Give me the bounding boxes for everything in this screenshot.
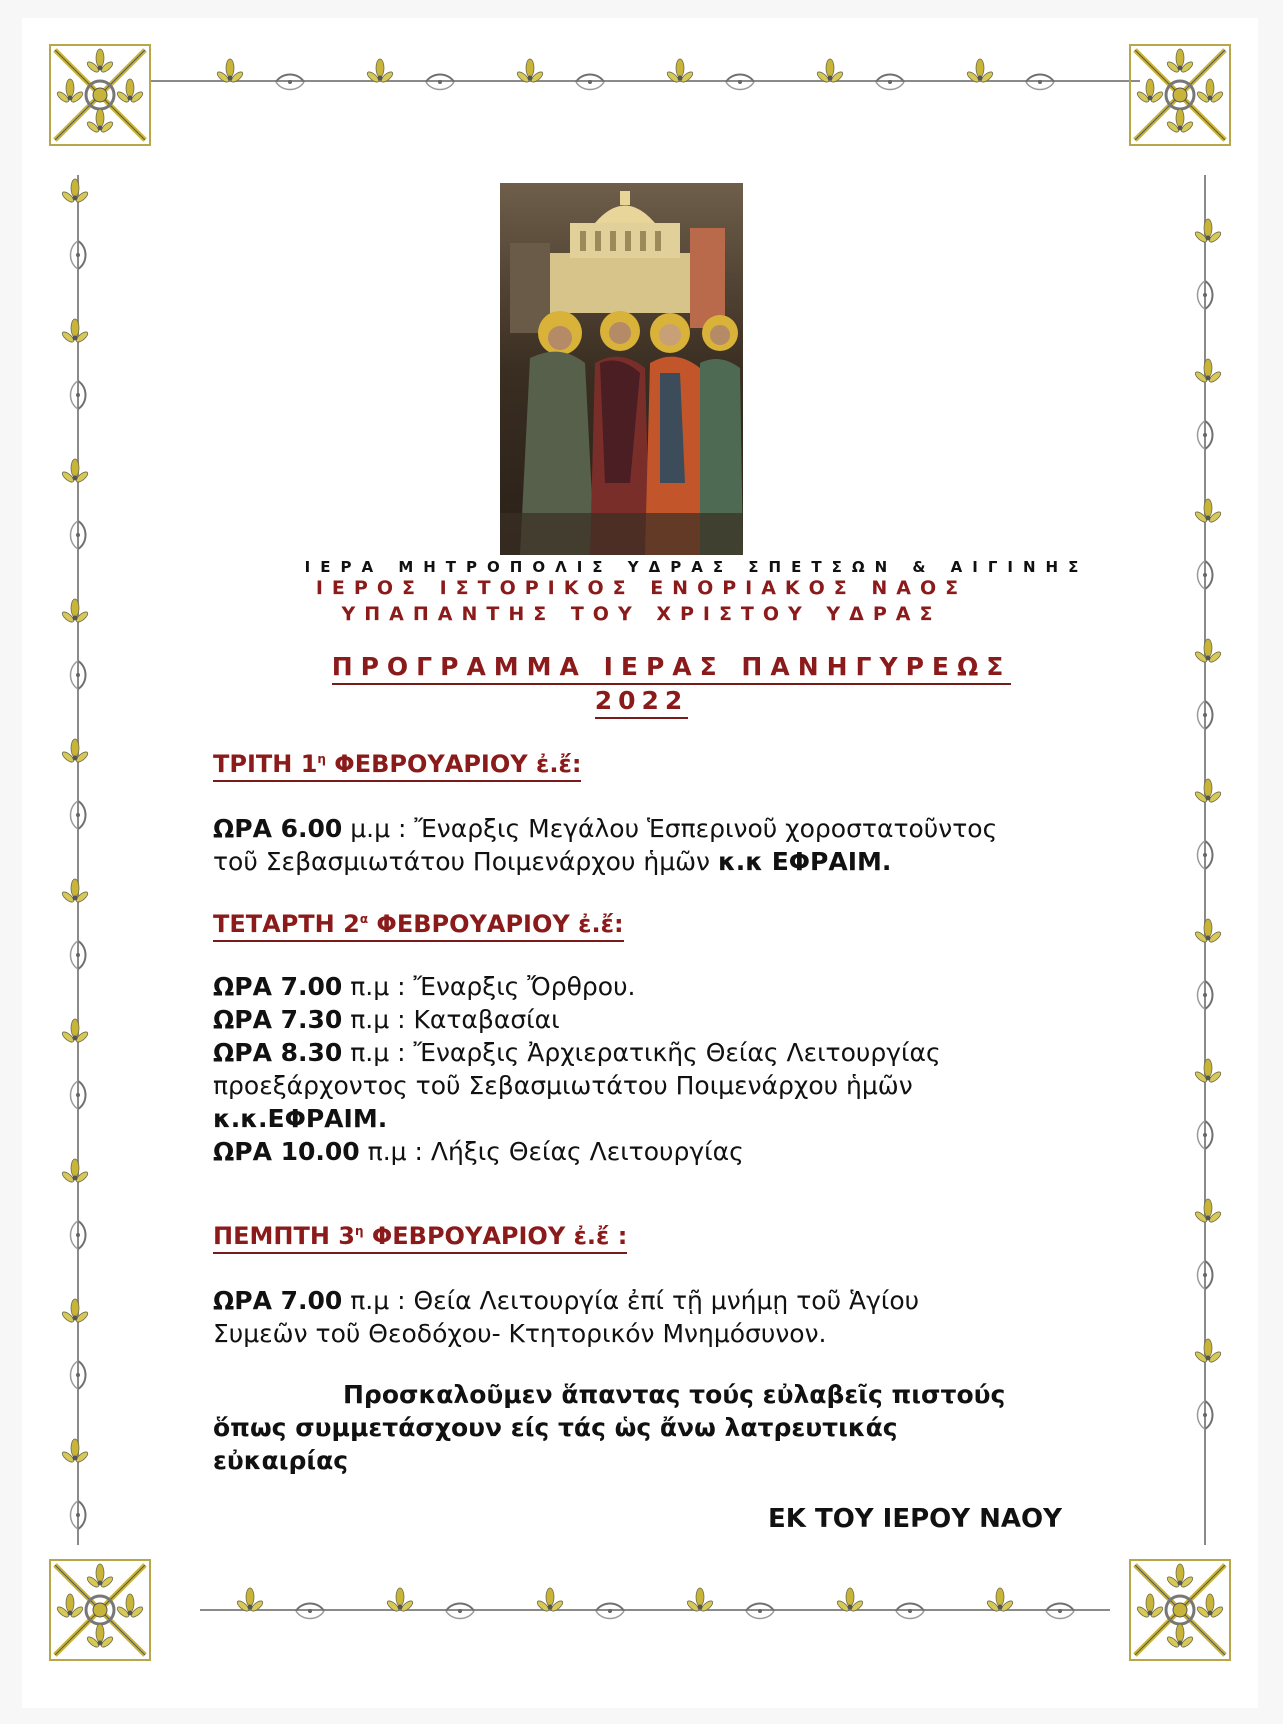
program-title: ΠΡΟΓΡΑΜΜΑ ΙΕΡΑΣ ΠΑΝΗΓΥΡΕΩΣ (0, 652, 1283, 685)
schedule-line: ΩΡΑ 6.00 μ.μ : Ἔναρξις Μεγάλου Ἑσπερινοῦ χοροστατοῦντος (213, 814, 998, 843)
schedule-line: ΩΡΑ 7.00 π.μ : Ἔναρξις Ὄρθρου. (213, 972, 636, 1001)
invitation-text: Προσκαλοῦμεν ἅπαντας τούς εὐλαβεῖς πιστούς ὅπως συμμετάσχουν είς τάς ὡς ἄνω λατρευτικάς εὐκαιρίας (213, 1380, 1006, 1475)
day-schedule-thursday (213, 1284, 1093, 1350)
day-schedule-wednesday (213, 970, 1093, 1168)
signature: ΕΚ ΤΟΥ ΙΕΡΟΥ ΝΑΟΥ (768, 1504, 1062, 1534)
schedule-line: τοῦ Σεβασμιωτάτου Ποιμενάρχου ἡμῶν κ.κ ΕΦΡΑΙΜ. (213, 847, 892, 876)
metropolis-heading: ΙΕΡΑ ΜΗΤΡΟΠΟΛΙΣ ΥΔΡΑΣ ΣΠΕΤΣΩΝ & ΑΙΓΙΝΗΣ (304, 558, 1089, 576)
day-schedule-tuesday (213, 812, 1093, 878)
schedule-line: ΩΡΑ 7.30 π.μ : Καταβασίαι (213, 1005, 560, 1034)
day-heading-tuesday: ΤΡΙΤΗ $1^\eta$ ΦΕΒΡΟΥΑΡΙΟΥ ἐ.ἔ: (213, 750, 581, 782)
schedule-line: ΩΡΑ 8.30 π.μ : Ἔναρξις Ἀρχιερατικῆς Θείας Λειτουργίας (213, 1038, 941, 1067)
presentation-icon-image (500, 183, 743, 555)
program-year: 2022 (0, 686, 1283, 719)
schedule-line: ΩΡΑ 7.00 π.μ : Θεία Λειτουργία ἐπί τῇ μνήμῃ τοῦ Ἁγίου (213, 1286, 920, 1315)
schedule-line: προεξάρχοντος τοῦ Σεβασμιωτάτου Ποιμενάρχου ἡμῶν (213, 1071, 913, 1100)
church-heading: ΙΕΡΟΣ ΙΣΤΟΡΙΚΟΣ ΕΝΟΡΙΑΚΟΣ ΝΑΟΣ (315, 577, 968, 599)
day-heading-wednesday: ΤΕΤΑΡΤΗ $2^\alpha$ ΦΕΒΡΟΥΑΡΙΟΥ ἐ.ἔ: (213, 910, 624, 942)
schedule-line: ΩΡΑ 10.00 π.μ : Λήξις Θείας Λειτουργίας (213, 1137, 744, 1166)
schedule-line: Συμεῶν τοῦ Θεοδόχου- Κτητορικόν Μνημόσυνον. (213, 1319, 827, 1348)
day-heading-thursday: ΠΕΜΠΤΗ $3^\eta$ ΦΕΒΡΟΥΑΡΙΟΥ ἐ.ἔ : (213, 1222, 627, 1254)
schedule-line: κ.κ.ΕΦΡΑΙΜ. (213, 1104, 388, 1133)
church-subheading: ΥΠΑΠΑΝΤΗΣ ΤΟΥ ΧΡΙΣΤΟΥ ΥΔΡΑΣ (341, 603, 942, 625)
